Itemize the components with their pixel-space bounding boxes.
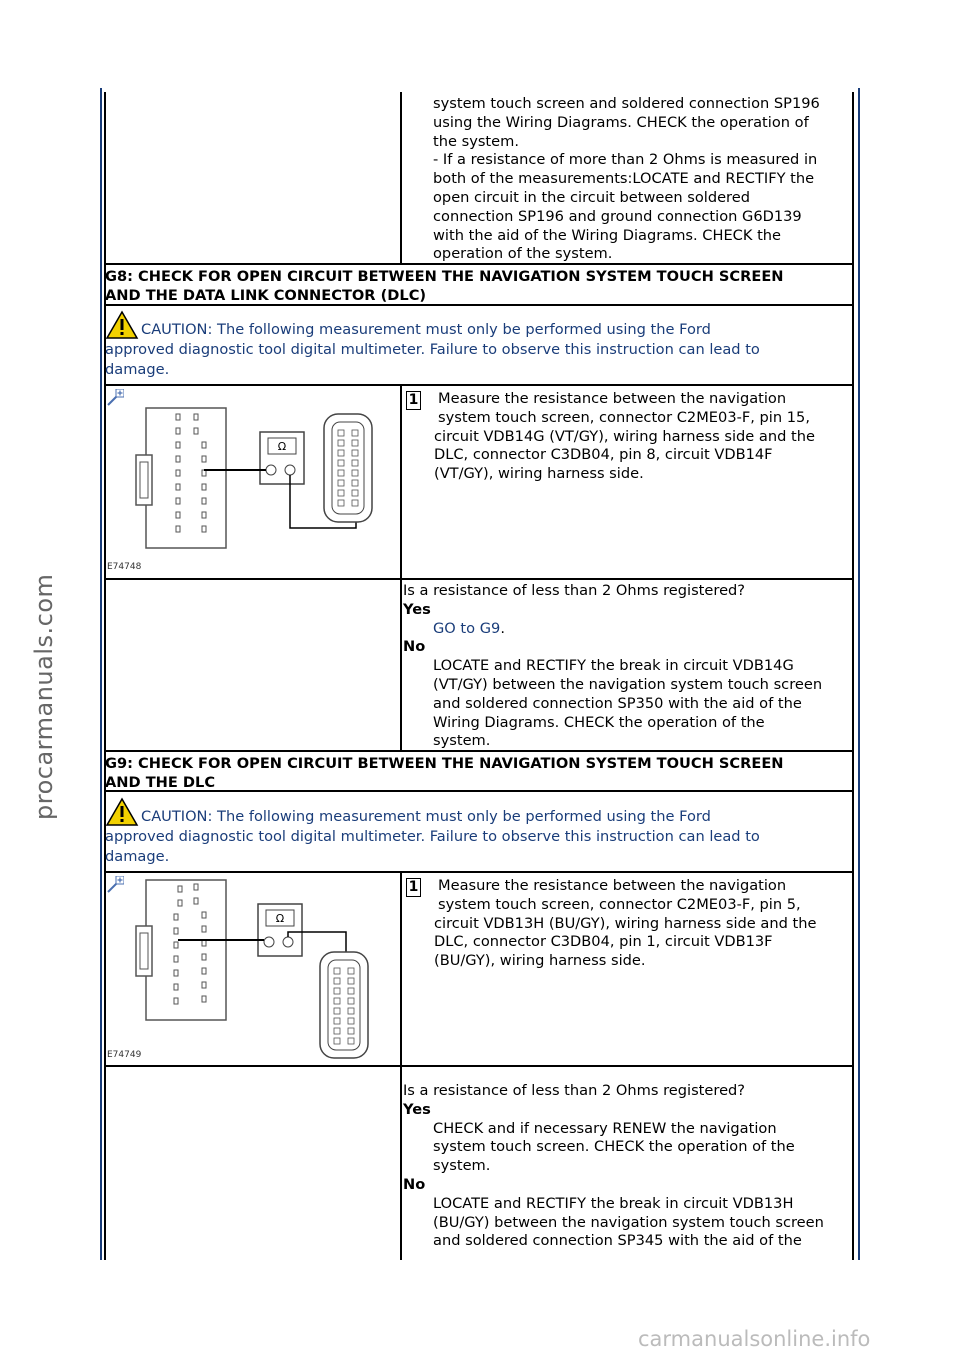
text-line: circuit VDB14G (VT/GY), wiring harness side and the (434, 427, 815, 445)
goto-g9-link[interactable]: GO to G9 (433, 619, 501, 637)
text-line: DLC, connector C3DB04, pin 8, circuit VDB14F (434, 446, 773, 464)
period: . (500, 619, 505, 637)
text-line: using the Wiring Diagrams. CHECK the operation of (433, 113, 809, 131)
page-rule-left (100, 88, 102, 1260)
g8-wiring-diagram (106, 400, 396, 576)
warning-icon (105, 797, 139, 827)
g9-step-text (404, 877, 852, 971)
caution-text: damage. (105, 360, 170, 378)
continued-text (433, 95, 853, 264)
text-line: the system. (433, 132, 519, 150)
side-watermark: procarmanuals.com (30, 573, 58, 820)
bottom-watermark: carmanualsonline.info (638, 1327, 871, 1351)
text-line: system touch screen and soldered connection SP196 (433, 95, 820, 112)
caution-text: approved diagnostic tool digital multimeter. Failure to observe this instruction can lead to (105, 828, 760, 845)
caution-text: approved diagnostic tool digital multimeter. Failure to observe this instruction can lead to (105, 341, 760, 358)
g9-wiring-diagram (106, 876, 396, 1062)
text-line: with the aid of the Wiring Diagrams. CHECK the (433, 226, 782, 244)
column-divider (400, 384, 402, 750)
no-label: No (403, 1175, 426, 1193)
g9-heading (105, 755, 845, 793)
g9-caution (105, 797, 850, 866)
text-line: (VT/GY), wiring harness side. (434, 465, 644, 483)
text-line: system. (433, 1157, 491, 1175)
yes-answer (403, 620, 853, 639)
text-line: and soldered connection SP350 with the aid of the (433, 694, 802, 712)
text-line: and soldered connection SP345 with the aid of the (433, 1232, 802, 1250)
g8-step-number: 1 (406, 391, 421, 410)
heading-line: G9: CHECK FOR OPEN CIRCUIT BETWEEN THE NAVIGATION SYSTEM TOUCH SCREEN (105, 755, 784, 772)
text-line: LOCATE and RECTIFY the break in circuit VDB14G (433, 657, 794, 675)
text-line: system touch screen, connector C2ME03-F, pin 5, (438, 895, 801, 913)
text-line: both of the measurements:LOCATE and RECTIFY the (433, 170, 815, 188)
heading-line: AND THE DLC (105, 773, 216, 791)
page-rule-right (858, 88, 860, 1260)
text-line: system. (433, 732, 491, 750)
g9-image-label: E74749 (107, 1050, 142, 1060)
heading-line: AND THE DATA LINK CONNECTOR (DLC) (105, 286, 427, 304)
heading-line: G8: CHECK FOR OPEN CIRCUIT BETWEEN THE NAVIGATION SYSTEM TOUCH SCREEN (105, 268, 784, 285)
text-line: (VT/GY) between the navigation system touch screen (433, 675, 823, 693)
caution-line-1 (105, 310, 850, 340)
text-line: LOCATE and RECTIFY the break in circuit VDB13H (433, 1194, 794, 1212)
svg-text:Ω: Ω (277, 440, 287, 453)
question-text: Is a resistance of less than 2 Ohms registered? (403, 1082, 746, 1099)
question-text: Is a resistance of less than 2 Ohms registered? (403, 582, 746, 599)
text-line: system touch screen, connector C2ME03-F, pin 15, (438, 408, 810, 426)
warning-icon (105, 310, 139, 340)
svg-text:Ω: Ω (275, 912, 285, 925)
text-line: Measure the resistance between the navigation (438, 390, 787, 407)
column-divider-top (400, 92, 402, 264)
text-line: operation of the system. (433, 245, 613, 263)
g8-heading (105, 268, 845, 306)
text-line: DLC, connector C3DB04, pin 1, circuit VDB13F (434, 933, 773, 951)
no-label: No (403, 638, 426, 656)
text-line: - If a resistance of more than 2 Ohms is measured in (433, 151, 818, 169)
g8-step-text (404, 390, 852, 484)
caution-line-1 (105, 797, 850, 827)
row-divider (104, 1065, 854, 1067)
caution-text: damage. (105, 847, 170, 865)
row-divider (104, 871, 854, 873)
text-line: open circuit in the circuit between soldered (433, 188, 750, 206)
row-divider (104, 578, 854, 580)
row-divider (104, 384, 854, 386)
text-line: Wiring Diagrams. CHECK the operation of the (433, 713, 765, 731)
text-line: connection SP196 and ground connection G6D139 (433, 207, 802, 225)
g9-step-number: 1 (406, 878, 421, 897)
text-line: (BU/GY) between the navigation system touch screen (433, 1213, 824, 1231)
text-line: system touch screen. CHECK the operation of the (433, 1138, 795, 1156)
g9-result (403, 1082, 853, 1251)
text-line: Measure the resistance between the navigation (438, 877, 787, 894)
text-line: circuit VDB13H (BU/GY), wiring harness side and the (434, 914, 817, 932)
text-line: (BU/GY), wiring harness side. (434, 952, 646, 970)
yes-label: Yes (403, 600, 431, 618)
caution-text: CAUTION: The following measurement must only be performed using the Ford (141, 321, 711, 338)
g8-caution (105, 310, 850, 379)
text-line: CHECK and if necessary RENEW the navigation (433, 1119, 777, 1137)
caution-text: CAUTION: The following measurement must only be performed using the Ford (141, 808, 711, 825)
g8-image-label: E74748 (107, 562, 142, 572)
yes-label: Yes (403, 1100, 431, 1118)
g8-result (403, 582, 853, 751)
